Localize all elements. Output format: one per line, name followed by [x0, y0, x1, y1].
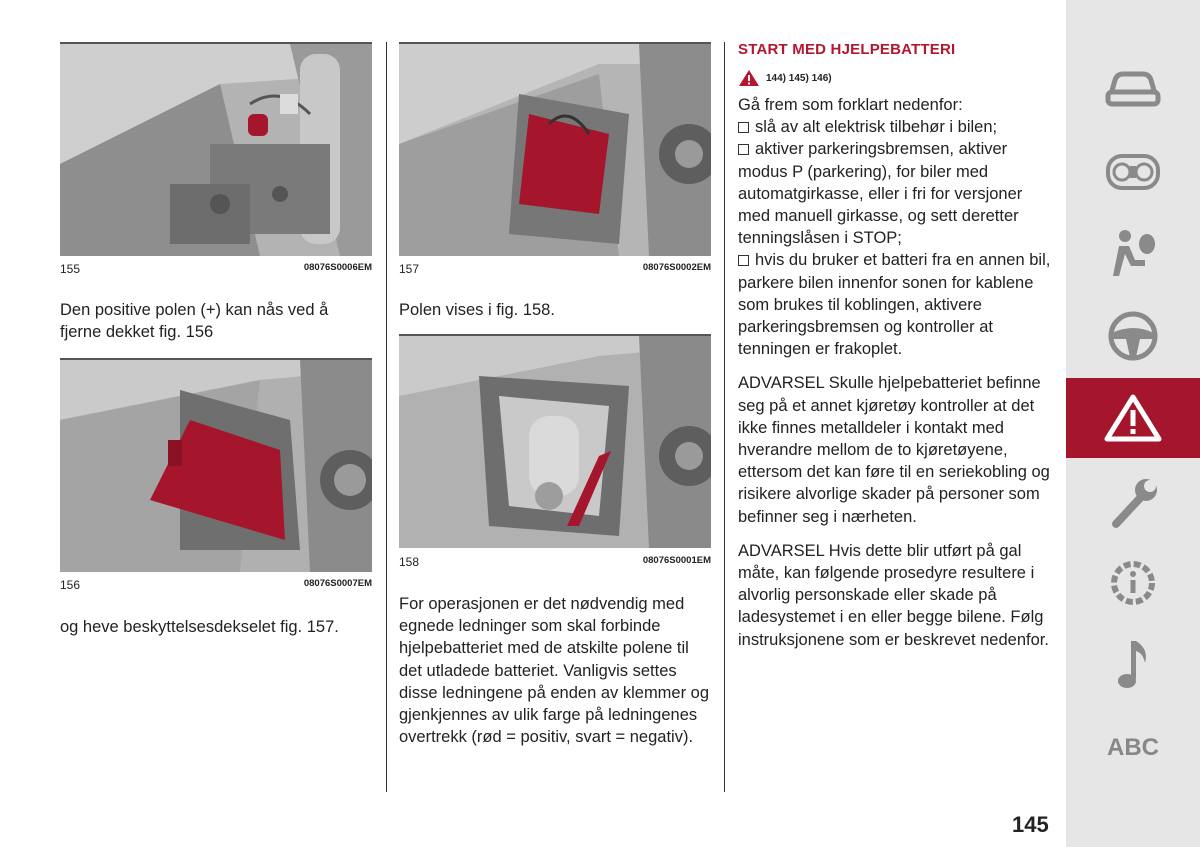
sidebar-item-technical-data[interactable]: [1066, 543, 1200, 623]
figure-155-caption: [60, 262, 372, 276]
col1-paragraph-2: og heve beskyttelsesdekselet fig. 157.: [60, 618, 339, 636]
figure-155-image: [60, 42, 372, 256]
col2-paragraph-2: For operasjonen er det nødvendig med egnede ledninger som skal forbinde hjelpebatteriet med de atskilte polene til det utladede batteriet. Vanligvis settes disse ledningene på enden av klemmer og gjenkjennes av ulik farge på ledningenes overtrekk (rød = positiv, svart = negativ).: [399, 595, 710, 747]
figure-number: 158: [399, 555, 420, 569]
figure-157-caption: [399, 262, 711, 276]
checkbox-bullet-icon: [738, 255, 749, 266]
warning-triangle-icon: [1104, 393, 1162, 443]
list-item: [738, 138, 1053, 249]
column-divider-1: [386, 42, 387, 792]
figure-number: 157: [399, 262, 420, 276]
sidebar-item-dashboard[interactable]: [1066, 132, 1200, 212]
sidebar-item-emergency[interactable]: [1066, 378, 1200, 458]
car-icon: [1105, 68, 1161, 108]
checkbox-bullet-icon: [738, 122, 749, 133]
list-item: [738, 249, 1053, 360]
col2-paragraph-1: Polen vises i fig. 158.: [399, 301, 555, 319]
airbag-icon: [1105, 224, 1161, 280]
figure-code: 08076S0006EM: [303, 262, 372, 273]
figure-156-image: [60, 358, 372, 572]
figure-158-caption: [399, 555, 711, 569]
list-item-text: aktiver parkeringsbremsen, aktiver modus P (parkering), for biler med automatgirkasse, eller i fri for versjoner med manuell girkasse, og sett deretter tenningslåsen i STOP;: [738, 140, 1023, 248]
sidebar-item-index[interactable]: [1066, 708, 1200, 788]
checkbox-bullet-icon: [738, 144, 749, 155]
warning-refs-row: [738, 69, 832, 87]
page-number: 145: [1012, 812, 1049, 837]
figure-158-image: [399, 334, 711, 548]
intro-text: Gå frem som forklart nedenfor:: [738, 96, 963, 114]
warning-triangle-icon: [738, 69, 760, 87]
warning-paragraph-1: ADVARSEL Skulle hjelpebatteriet befinne seg på et annet kjøretøy kontroller at det ikke finnes metalldeler i kontakt med hverandre mellom de to kjøretøyene, ettersom det kan føre til en seriekobling og risikere alvorlige skader på personer som befinner seg i nærheten.: [738, 374, 1050, 526]
col1-paragraph-1: Den positive polen (+) kan nås ved å fjerne dekket fig. 156: [60, 301, 329, 342]
list-item: [738, 116, 1053, 138]
info-gear-icon: [1106, 556, 1160, 610]
sidebar-item-driving[interactable]: [1066, 296, 1200, 376]
figure-156-caption: [60, 578, 372, 592]
warning-refs: 144) 145) 146): [766, 72, 832, 84]
figure-code: 08076S0001EM: [642, 555, 711, 566]
figure-157-image: [399, 42, 711, 256]
list-item-text: hvis du bruker et batteri fra en annen bil, parkere bilen innenfor sonen for kablene som brukes til koblingen, aktivere parkeringsbremsen og kontroller at tenningen er frakoplet.: [738, 251, 1051, 359]
column-divider-2: [724, 42, 725, 792]
sidebar-item-car[interactable]: [1066, 48, 1200, 128]
steering-wheel-icon: [1106, 309, 1160, 363]
chapter-sidebar: [1066, 0, 1200, 847]
index-label: ABC: [1107, 734, 1159, 761]
figure-number: 155: [60, 262, 81, 276]
sidebar-item-maintenance[interactable]: [1066, 462, 1200, 542]
figure-number: 156: [60, 578, 81, 592]
sidebar-item-safety[interactable]: [1066, 212, 1200, 292]
dashboard-icon: [1105, 153, 1161, 191]
warning-paragraph-2: ADVARSEL Hvis dette blir utført på gal måte, kan følgende prosedyre resultere i alvorlig personskade eller skade på ladesystemet i en eller begge bilene. Følg instruksjonene som er beskrevet nedenfor.: [738, 541, 1049, 649]
col3-text: [738, 94, 1053, 651]
figure-code: 08076S0002EM: [642, 262, 711, 273]
list-item-text: slå av alt elektrisk tilbehør i bilen;: [755, 118, 998, 137]
sidebar-item-multimedia[interactable]: [1066, 624, 1200, 704]
wrench-icon: [1106, 474, 1160, 530]
section-title: START MED HJELPEBATTERI: [738, 41, 956, 58]
figure-code: 08076S0007EM: [303, 578, 372, 589]
music-note-icon: [1113, 637, 1153, 691]
